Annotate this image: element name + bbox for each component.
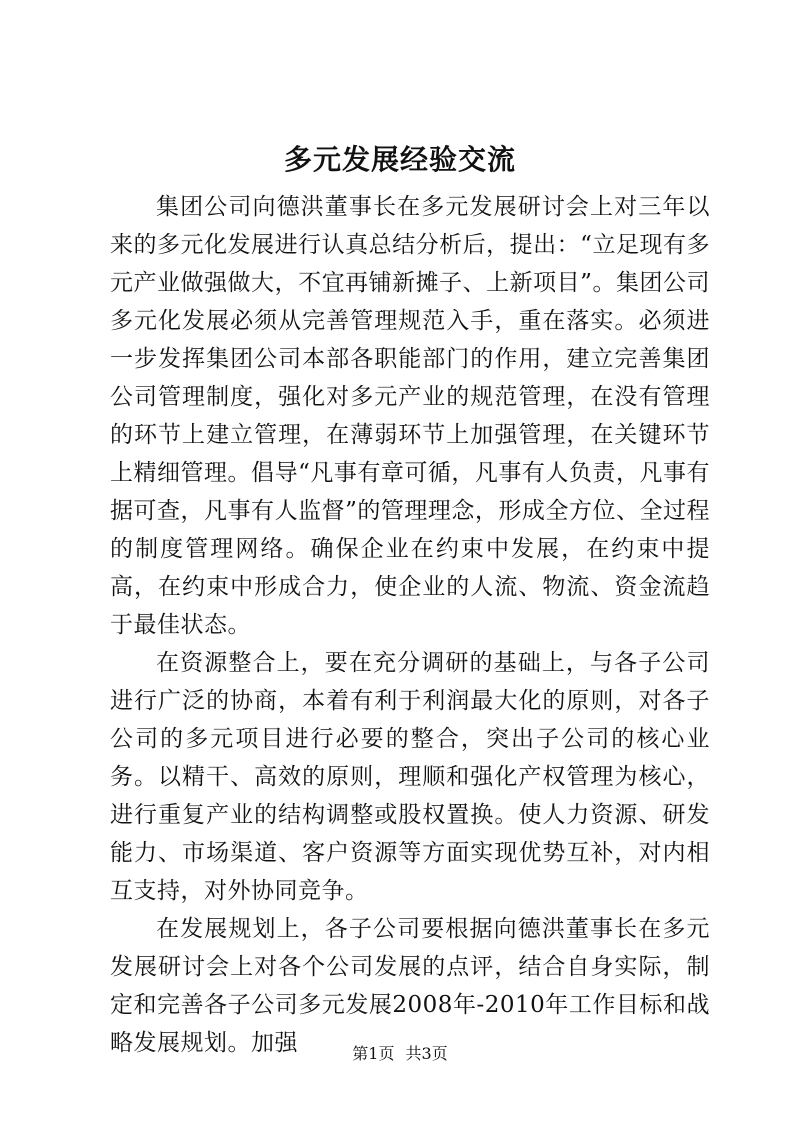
paragraph-1: 集团公司向德洪董事长在多元发展研讨会上对三年以来的多元化发展进行认真总结分析后，提出：“立足现有多元产业做强做大，不宜再铺新摊子、上新项目”。集团公司多元化发展必须从完善管理规范入手，重在落实。必须进一步发挥集团公司本部各职能部门的作用，建立完善集团公司管理制度，强化对多元产业的规范管理，在没有管理的环节上建立管理，在薄弱环节上加强管理，在关键环节上精细管理。倡导“凡事有章可循，凡事有人负责，凡事有据可查，凡事有人监督”的管理理念，形成全方位、全过程的制度管理网络。确保企业在约束中发展，在约束中提高，在约束中形成合力，使企业的人流、物流、资金流趋于最佳状态。	[110, 194, 710, 638]
paragraph-3: 在发展规划上，各子公司要根据向德洪董事长在多元发展研讨会上对各个公司发展的点评，结合自身实际，制定和完善各子公司多元发展2008年-2010年工作目标和战略发展规划。加强	[110, 916, 710, 1056]
page-number: 第1页	[352, 1044, 395, 1063]
page-footer	[0, 1044, 800, 1064]
document-body	[110, 188, 710, 1062]
document-title: 多元发展经验交流	[283, 143, 516, 176]
page-total: 共3页	[405, 1044, 448, 1063]
paragraph-2: 在资源整合上，要在充分调研的基础上，与各子公司进行广泛的协商，本着有利于利润最大化的原则，对各子公司的多元项目进行必要的整合，突出子公司的核心业务。以精干、高效的原则，理顺和强化产权管理为核心，进行重复产业的结构调整或股权置换。使人力资源、研发能力、市场渠道、客户资源等方面实现优势互补，对内相互支持，对外协同竞争。	[110, 650, 710, 904]
